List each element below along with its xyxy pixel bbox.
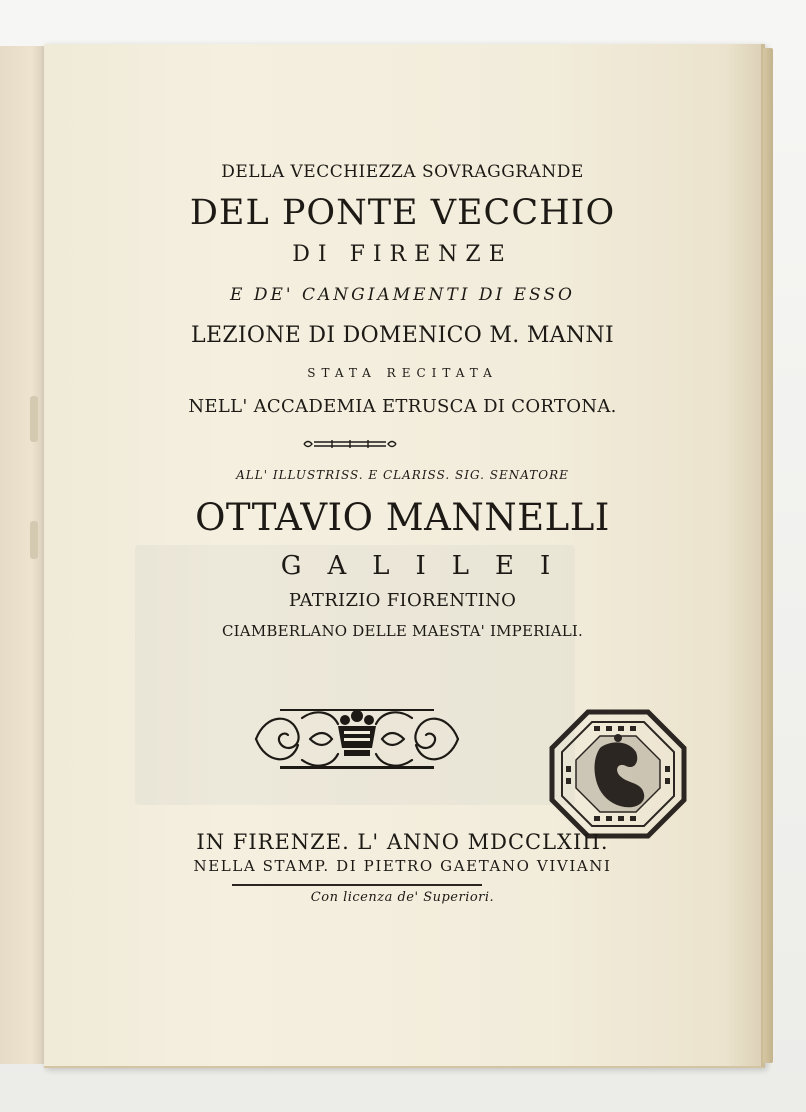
academy-line: NELL' ACCADEMIA ETRUSCA DI CORTONA.: [188, 396, 617, 417]
dedication-line: ALL' ILLUSTRISS. E CLARISS. SIG. SENATORE: [236, 468, 569, 482]
title-line-3: DI FIRENZE: [292, 242, 513, 267]
license-line: Con licenza de' Superiori.: [310, 890, 495, 905]
left-page-edge: [0, 46, 46, 1064]
page-tear: [30, 396, 38, 442]
dedicatee-surname: GALILEI: [280, 551, 577, 581]
ornamental-divider: [300, 438, 400, 450]
author-line: LEZIONE DI DOMENICO M. MANNI: [191, 323, 614, 348]
floral-vignette: [250, 704, 464, 774]
printer-line: NELLA STAMP. DI PIETRO GAETANO VIVIANI: [193, 857, 612, 875]
imprint-line: IN FIRENZE. L' ANNO MDCCLXIII.: [196, 830, 609, 854]
octagonal-library-stamp: [548, 708, 688, 840]
dedicatee-name: OTTAVIO MANNELLI: [195, 496, 610, 539]
dedicatee-title-1: PATRIZIO FIORENTINO: [288, 590, 517, 611]
page-tear: [30, 521, 38, 559]
imprint-rule: [232, 884, 482, 886]
dedicatee-title-2: CIAMBERLANO DELLE MAESTA' IMPERIALI.: [221, 622, 584, 640]
title-line-2: DEL PONTE VECCHIO: [189, 193, 616, 233]
title-line-1: DELLA VECCHIEZZA SOVRAGGRANDE: [221, 162, 584, 182]
recited-line: STATA RECITATA: [307, 366, 498, 380]
title-line-4: E DE' CANGIAMENTI DI ESSO: [230, 285, 575, 305]
